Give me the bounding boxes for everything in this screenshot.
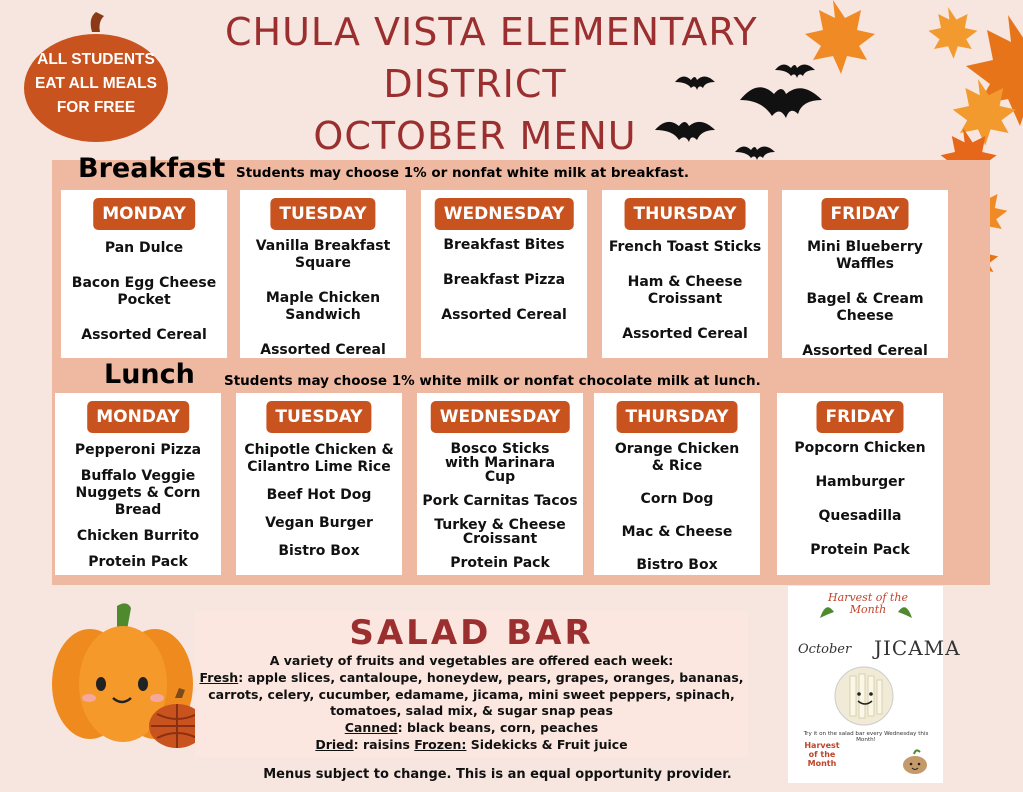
menu-item: Mini Blueberry Waffles — [807, 239, 923, 272]
menu-items — [421, 237, 587, 324]
title-line: DISTRICT — [383, 62, 567, 106]
fresh-label: Fresh — [199, 669, 239, 685]
menu-item: Mac & Cheese — [621, 524, 733, 540]
menu-item: Bosco Sticks with Marinara Cup — [444, 441, 556, 485]
fresh-list: : apple slices, cantaloupe, honeydew, pears, grapes, oranges, bananas, carrots, celery, cucumber, edamame, jicama, mini sweet peppers, spinach, tomatoes, salad mix, & sugar snap peas — [208, 669, 744, 719]
harvest-of-the-month-card — [788, 586, 961, 783]
menu-item: French Toast Sticks — [608, 239, 762, 255]
menu-item: Pepperoni Pizza — [74, 442, 202, 458]
menu-items — [417, 442, 583, 570]
menu-item: Assorted Cereal — [622, 326, 748, 342]
menu-item: Popcorn Chicken — [794, 440, 926, 456]
menu-item: Bistro Box — [278, 543, 360, 559]
breakfast-card-monday — [61, 190, 227, 358]
day-label: FRIDAY — [817, 401, 904, 433]
breakfast-card-friday — [782, 190, 948, 358]
breakfast-heading: Breakfast — [78, 153, 226, 184]
menu-item: Protein Pack — [450, 555, 550, 571]
menu-item: Assorted Cereal — [802, 343, 928, 359]
footer-disclaimer: Menus subject to change. This is an equal opportunity provider. — [263, 767, 732, 782]
leaf-icon — [816, 591, 916, 624]
menu-item: Protein Pack — [810, 542, 910, 558]
badge-line: ALL STUDENTS — [37, 51, 155, 68]
title-line: OCTOBER MENU — [313, 114, 637, 158]
dried-label: Dried — [315, 736, 354, 752]
salad-bar-fresh — [195, 670, 748, 720]
harvest-title: Harvest of the Month — [828, 591, 908, 616]
menu-items — [240, 238, 406, 359]
badge-line: EAT ALL MEALS — [35, 75, 157, 92]
menu-item: Assorted Cereal — [441, 307, 567, 323]
day-label: WEDNESDAY — [431, 401, 570, 433]
lunch-heading: Lunch — [104, 359, 195, 390]
frozen-label: Frozen: — [414, 736, 467, 752]
breakfast-card-wednesday — [421, 190, 587, 358]
day-label: THURSDAY — [617, 401, 738, 433]
menu-item: Orange Chicken & Rice — [614, 441, 740, 474]
lunch-card-friday — [777, 393, 943, 575]
menu-item: Vanilla Breakfast Square — [255, 238, 391, 271]
menu-item: Beef Hot Dog — [266, 487, 372, 503]
menu-items — [55, 442, 221, 571]
menu-item: Breakfast Bites — [443, 237, 565, 253]
salad-bar-canned — [195, 720, 748, 737]
day-label: WEDNESDAY — [435, 198, 574, 230]
menu-item: Pork Carnitas Tacos — [422, 493, 578, 509]
salad-bar-title: SALAD BAR — [349, 613, 594, 653]
day-label: TUESDAY — [266, 401, 371, 433]
day-label: FRIDAY — [822, 198, 909, 230]
pumpkins-illustration — [45, 598, 215, 748]
menu-items — [602, 239, 768, 343]
lunch-card-monday — [55, 393, 221, 575]
badge-line: FOR FREE — [56, 99, 136, 116]
menu-items — [782, 239, 948, 360]
day-label: MONDAY — [93, 198, 195, 230]
menu-item: Protein Pack — [88, 554, 188, 570]
menu-item: Vegan Burger — [265, 515, 373, 531]
menu-item: Assorted Cereal — [260, 342, 386, 358]
harvest-logo: Harvest of the Month — [804, 741, 840, 768]
menu-item: Maple Chicken Sandwich — [265, 290, 381, 323]
menu-item: Chipotle Chicken & Cilantro Lime Rice — [244, 442, 394, 475]
salad-bar-dried-frozen — [195, 737, 748, 754]
menu-item: Corn Dog — [640, 491, 714, 507]
menu-items — [61, 240, 227, 344]
salad-bar-intro: A variety of fruits and vegetables are offered each week: — [269, 653, 674, 668]
menu-item: Bacon Egg Cheese Pocket — [71, 275, 217, 308]
menu-item: Buffalo Veggie Nuggets & Corn Bread — [75, 468, 201, 518]
dried-list: : raisins — [353, 736, 415, 752]
page-title — [225, 6, 758, 162]
day-label: THURSDAY — [625, 198, 746, 230]
lunch-card-thursday — [594, 393, 760, 575]
breakfast-milk-note: Students may choose 1% or nonfat white milk at breakfast. — [236, 165, 690, 181]
harvest-item: JICAMA — [874, 636, 961, 660]
frozen-list: Sidekicks & Fruit juice — [466, 736, 628, 752]
harvest-month: October — [798, 642, 852, 657]
menu-item: Hamburger — [815, 474, 905, 490]
menu-item: Breakfast Pizza — [442, 272, 566, 288]
day-label: MONDAY — [87, 401, 189, 433]
free-meals-badge — [22, 48, 170, 120]
lunch-milk-note: Students may choose 1% white milk or nonfat chocolate milk at lunch. — [224, 373, 761, 389]
title-line: CHULA VISTA ELEMENTARY — [225, 10, 758, 54]
day-label: TUESDAY — [270, 198, 375, 230]
lunch-card-wednesday — [417, 393, 583, 575]
menu-items — [594, 441, 760, 574]
salad-bar-box — [195, 611, 748, 757]
harvest-note: Try it on the salad bar every Wednesday this Month! — [803, 731, 929, 743]
canned-list: : black beans, corn, peaches — [397, 720, 599, 736]
menu-item: Bagel & Cream Cheese — [806, 291, 924, 324]
menu-item: Turkey & Cheese Croissant — [434, 517, 566, 547]
canned-label: Canned — [344, 720, 398, 736]
menu-items — [236, 442, 402, 560]
menu-item: Assorted Cereal — [81, 327, 207, 343]
menu-items — [777, 440, 943, 559]
menu-item: Ham & Cheese Croissant — [627, 274, 743, 307]
menu-item: Quesadilla — [818, 508, 902, 524]
menu-item: Chicken Burrito — [76, 528, 200, 544]
breakfast-card-tuesday — [240, 190, 406, 358]
jicama-fries-icon — [834, 666, 894, 726]
lunch-card-tuesday — [236, 393, 402, 575]
menu-item: Pan Dulce — [104, 240, 184, 256]
breakfast-card-thursday — [602, 190, 768, 358]
menu-item: Bistro Box — [636, 557, 718, 573]
